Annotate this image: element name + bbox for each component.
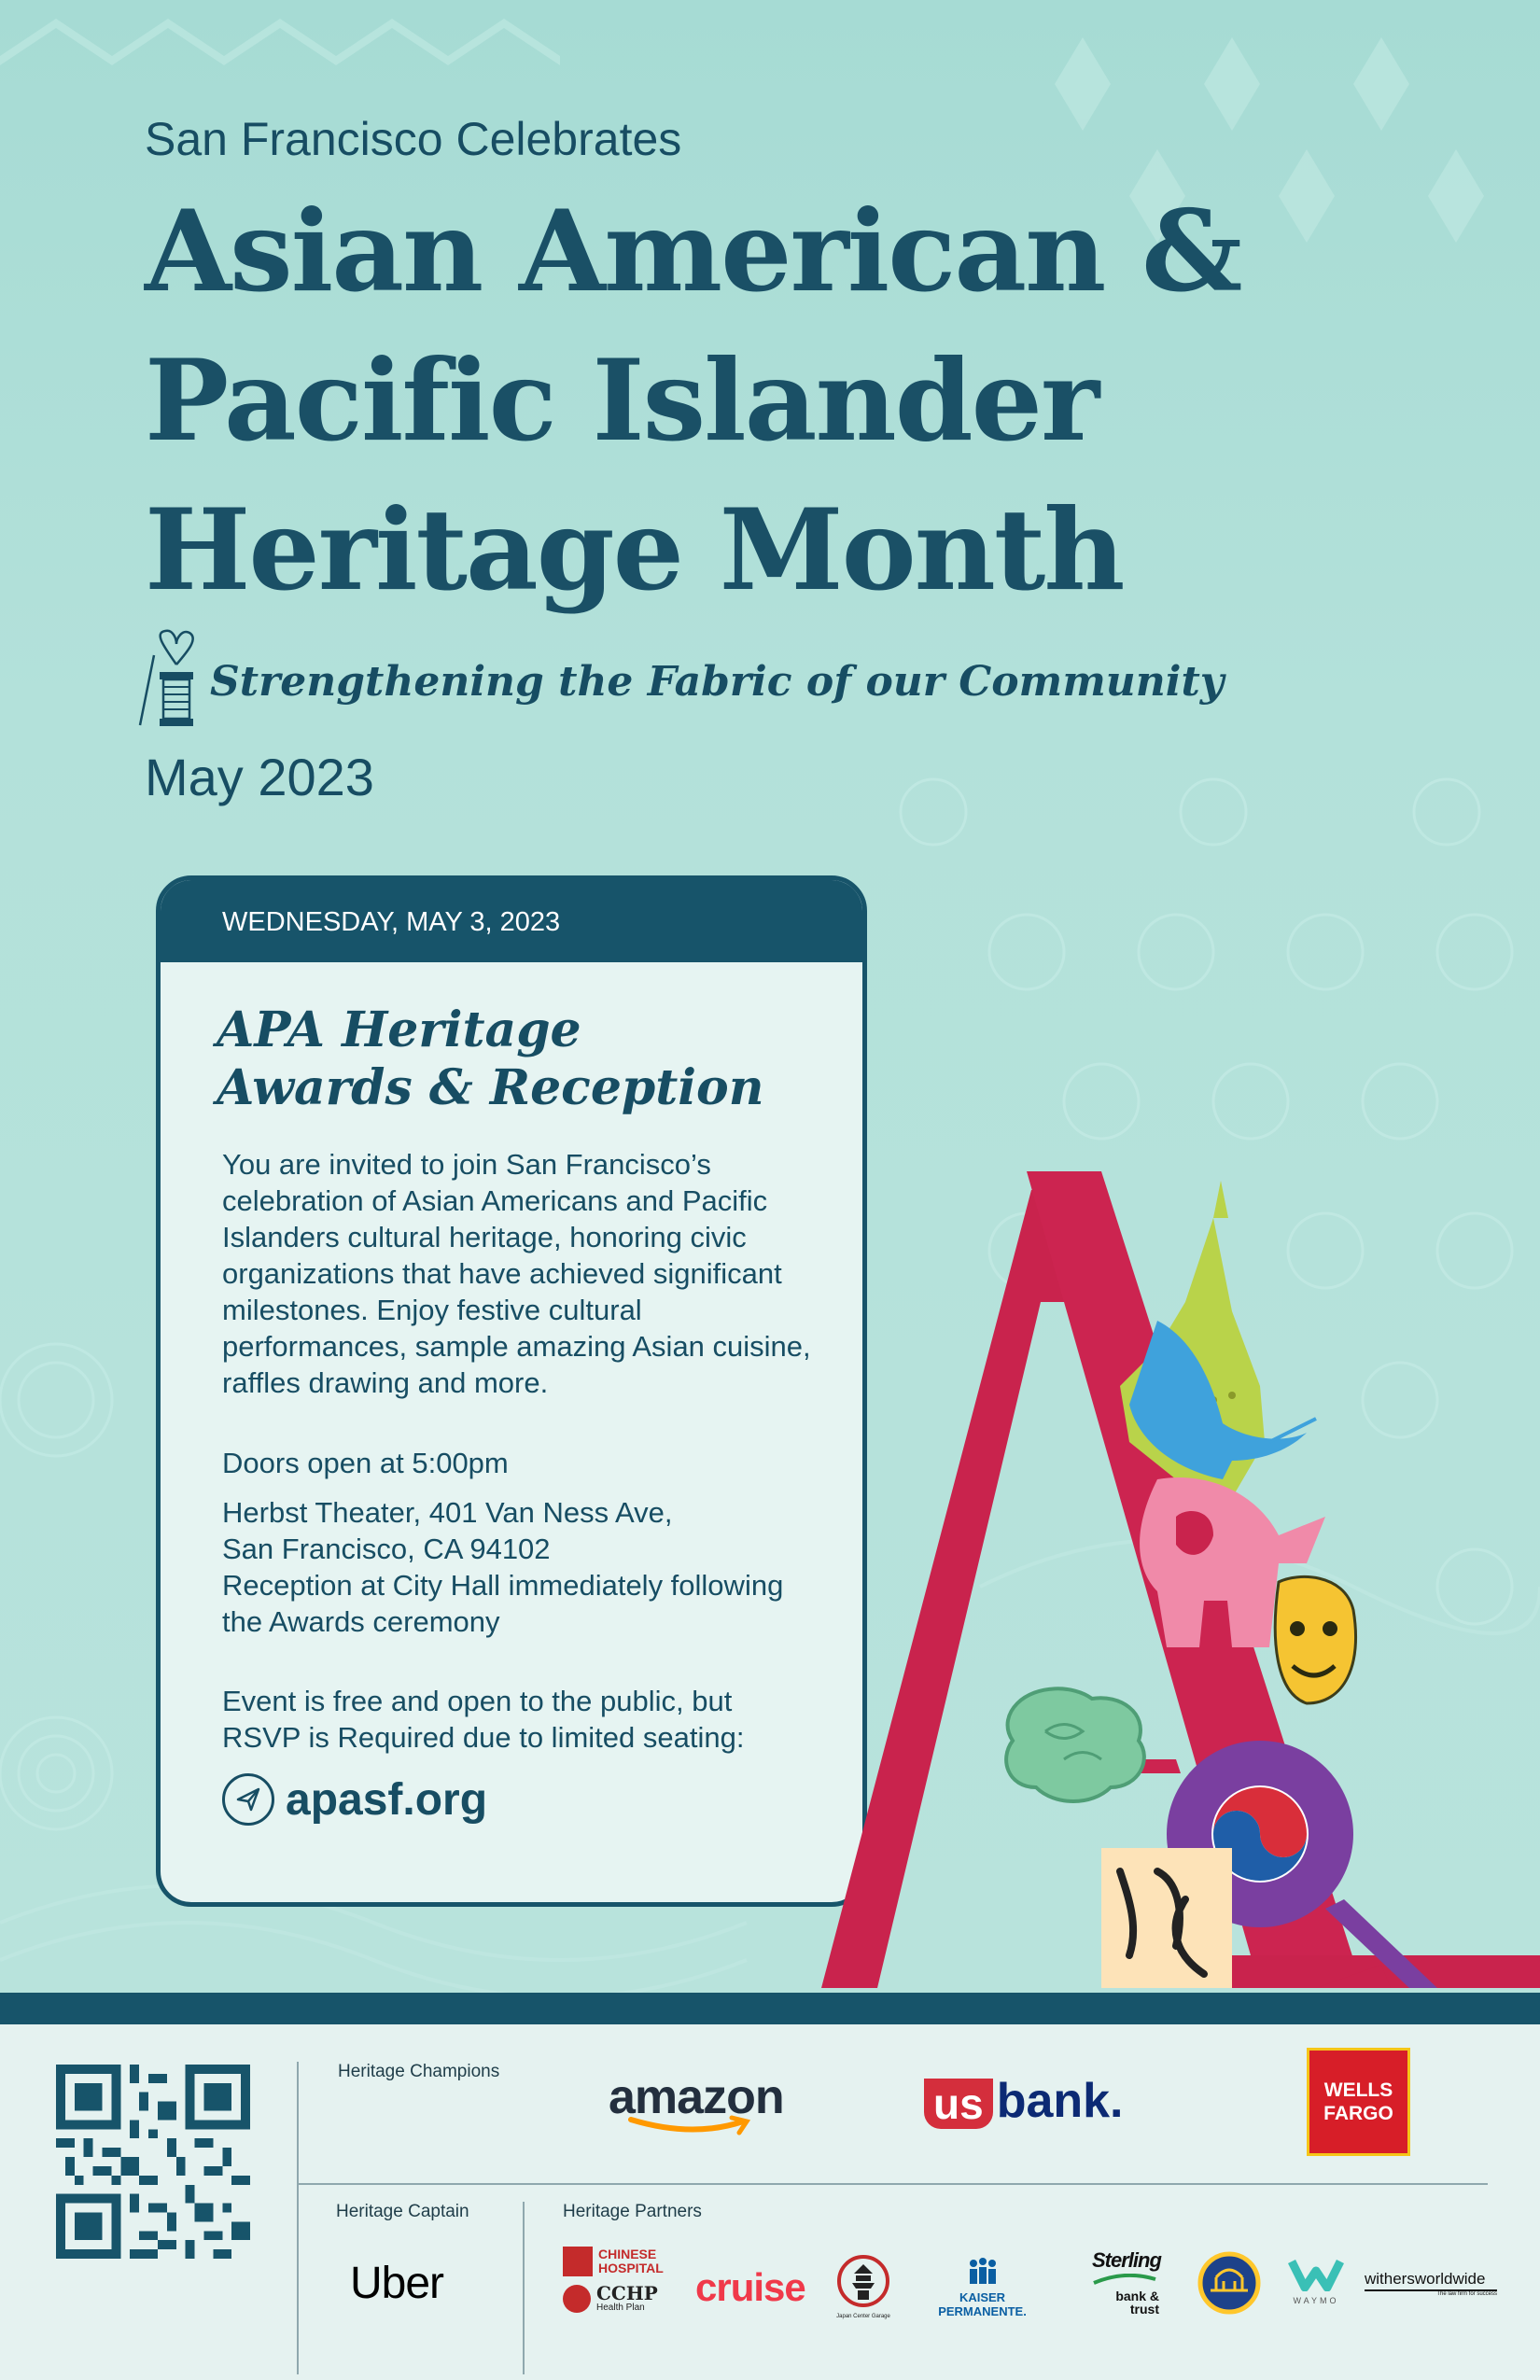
sterling-text: Sterling	[1092, 2248, 1161, 2272]
usbank-us: us	[924, 2079, 993, 2129]
venue-line-2: San Francisco, CA 94102	[222, 1533, 551, 1565]
captain-label: Heritage Captain	[336, 2202, 469, 2221]
waymo-text: WAYMO	[1293, 2296, 1339, 2305]
sterling-swoosh-icon	[1092, 2274, 1157, 2285]
cchp-icon	[563, 2285, 591, 2313]
thread-spool-icon	[135, 627, 205, 730]
withers-text: withersworldwide	[1365, 2270, 1497, 2291]
sterling-bank-logo	[1092, 2248, 1167, 2316]
sterling-subtext: bank & trust	[1115, 2289, 1159, 2317]
withers-subtext: The law firm for success	[1436, 2291, 1497, 2297]
partners-label: Heritage Partners	[563, 2202, 702, 2221]
chinese-hospital-text: CHINESE HOSPITAL	[598, 2247, 664, 2275]
event-month: May 2023	[145, 748, 374, 806]
rsvp-link[interactable]	[222, 1773, 487, 1826]
champions-label: Heritage Champions	[338, 2062, 500, 2081]
event-title-line-1: APA Heritage	[217, 1001, 581, 1058]
wells-fargo-line-1: WELLS	[1323, 2079, 1393, 2101]
japan-center-garage-logo	[831, 2253, 896, 2319]
send-icon	[222, 1773, 274, 1826]
golden-state-warriors-logo	[1197, 2251, 1261, 2315]
kaiser-permanente-logo	[924, 2258, 1041, 2318]
wells-fargo-line-2: FARGO	[1323, 2103, 1393, 2124]
event-title-line-2: Awards & Reception	[217, 1059, 764, 1116]
title-line-3: Heritage Month	[145, 484, 1124, 616]
rsvp-note: Event is free and open to the public, but RSVP is Required due to limited seating:	[222, 1685, 745, 1754]
event-title	[217, 1001, 795, 1117]
rsvp-url[interactable]: apasf.org	[286, 1774, 488, 1825]
amazon-logo	[609, 2069, 784, 2125]
title-line-2: Pacific Islander	[145, 335, 1099, 467]
venue-line-1: Herbst Theater, 401 Van Ness Ave,	[222, 1496, 673, 1529]
withersworldwide-logo	[1365, 2270, 1497, 2297]
footer-divider-bar	[0, 1993, 1540, 2024]
venue-line-3: Reception at City Hall immediately following the Awards ceremony	[222, 1569, 784, 1638]
waymo-logo	[1283, 2258, 1349, 2305]
amazon-smile-icon	[627, 2114, 758, 2136]
pagoda-icon	[835, 2253, 891, 2309]
event-date: WEDNESDAY, MAY 3, 2023	[161, 880, 862, 962]
amazon-wordmark: amazon	[609, 2070, 784, 2124]
footer-divider-left	[297, 2062, 299, 2374]
decorative-letter-a-illustration	[821, 1162, 1540, 1993]
event-description: You are invited to join San Francisco’s celebration of Asian Americans and Pacific Islanders cultural heritage, honoring civic organizations that have achieved significant milestones. Enjoy festive cultural performances, sample amazing Asian cuisine, raffles drawing and more.	[222, 1148, 811, 1399]
kaiser-text: KAISER PERMANENTE.	[938, 2290, 1027, 2318]
page-title	[145, 177, 1240, 625]
venue-address	[222, 1494, 829, 1640]
cchp-text: CCHP	[596, 2282, 658, 2304]
footer-divider-partners	[523, 2202, 525, 2374]
cchp-subtext: Health Plan	[596, 2303, 645, 2313]
cruise-logo: cruise	[695, 2265, 805, 2309]
pre-title: San Francisco Celebrates	[145, 113, 682, 165]
usbank-logo	[924, 2073, 1124, 2129]
doors-open-time: Doors open at 5:00pm	[222, 1447, 509, 1479]
sponsors-footer	[0, 2024, 1540, 2380]
qr-code[interactable]	[56, 2065, 250, 2259]
chinese-hospital-logo	[563, 2247, 665, 2313]
waymo-icon	[1288, 2258, 1344, 2291]
usbank-bank: bank.	[996, 2074, 1124, 2128]
chinese-hospital-icon	[563, 2247, 593, 2276]
wells-fargo-logo	[1307, 2048, 1410, 2156]
japan-center-garage-text: Japan Center Garage	[836, 2314, 890, 2319]
kaiser-people-icon	[966, 2258, 1000, 2286]
footer-divider-middle	[297, 2183, 1488, 2185]
event-card	[156, 875, 867, 1907]
title-line-1: Asian American &	[145, 186, 1241, 317]
tagline: Strengthening the Fabric of our Community	[210, 658, 1225, 706]
uber-logo: Uber	[350, 2259, 444, 2308]
